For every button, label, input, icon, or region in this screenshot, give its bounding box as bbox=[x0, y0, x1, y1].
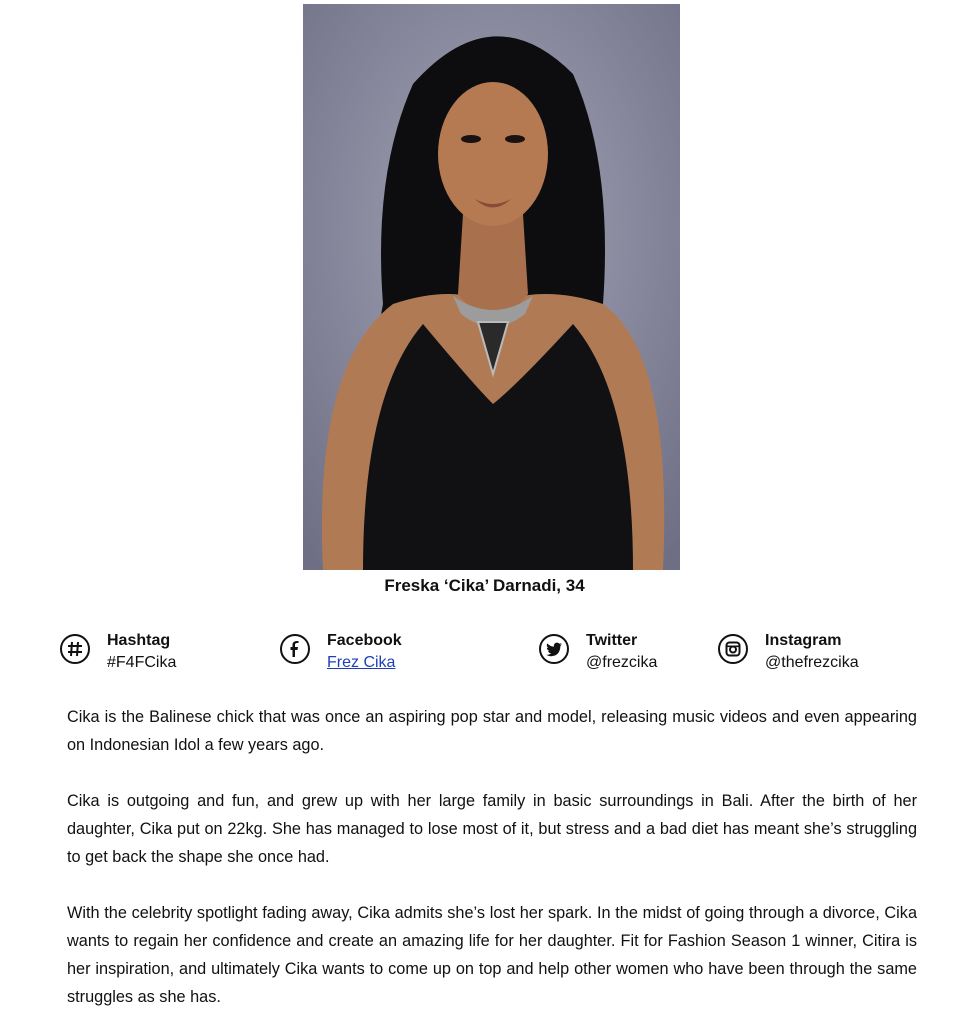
photo-caption: Freska ‘Cika’ Darnadi, 34 bbox=[384, 576, 585, 595]
social-handle: #F4FCika bbox=[107, 654, 177, 671]
facebook-icon bbox=[280, 634, 310, 664]
instagram-icon bbox=[718, 634, 748, 664]
social-title: Instagram bbox=[765, 632, 842, 649]
facebook-link[interactable]: Frez Cika bbox=[327, 654, 396, 671]
social-title: Facebook bbox=[327, 632, 402, 649]
bio-paragraph: With the celebrity spotlight fading away, Cika admits she’s lost her spark. In the midst of going through a divorce, Cika wants to regain her confidence and create an amazing life for her daughter. Fit for Fashion Season 1 winner, Citira is her inspiration, and ultimately Cika wants to come up on top and help other women who have been through the same struggles as she has. bbox=[67, 904, 917, 1006]
social-title: Twitter bbox=[586, 632, 638, 649]
social-title: Hashtag bbox=[107, 632, 171, 649]
bio-paragraph: Cika is the Balinese chick that was once an aspiring pop star and model, releasing music videos and even appearing on Indonesian Idol a few years ago. bbox=[67, 708, 917, 754]
profile-photo bbox=[303, 4, 680, 570]
twitter-icon bbox=[539, 634, 569, 664]
hashtag-icon bbox=[60, 634, 90, 664]
bio-paragraph: Cika is outgoing and fun, and grew up with her large family in basic surroundings in Bali. After the birth of her daughter, Cika put on 22kg. She has managed to lose most of it, but stress and a bad diet has meant she’s struggling to get back the shape she once had. bbox=[67, 792, 917, 866]
social-handle: @thefrezcika bbox=[765, 654, 859, 671]
social-handle: @frezcika bbox=[586, 654, 658, 671]
